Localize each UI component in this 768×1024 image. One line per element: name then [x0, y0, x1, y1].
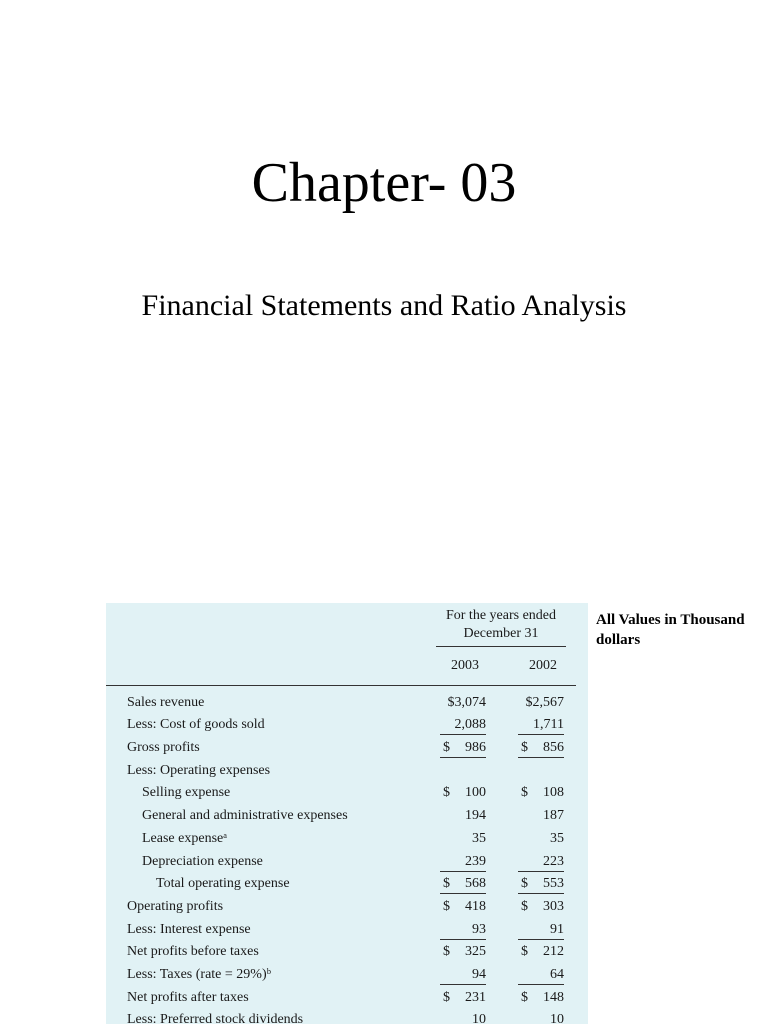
row-value-2002: 553: [543, 876, 564, 892]
dollar-sign: $: [521, 989, 528, 1005]
statement-row: [106, 986, 588, 1009]
row-label: General and administrative expenses: [142, 808, 348, 824]
statement-row: [106, 827, 588, 850]
row-value-2002: 1,711: [533, 717, 564, 733]
row-label: Total operating expense: [156, 876, 290, 892]
statement-row: [106, 736, 588, 759]
row-value-2003: 231: [465, 989, 486, 1005]
row-value-2003: 418: [465, 898, 486, 914]
statement-row: [106, 918, 588, 941]
year-header-2003: 2003: [451, 658, 479, 673]
value-underline: [440, 734, 486, 735]
row-label: Less: Cost of goods sold: [127, 717, 265, 733]
row-value-2002: 108: [543, 785, 564, 801]
row-label: Less: Interest expense: [127, 921, 251, 937]
period-header-rule: [436, 646, 566, 647]
statement-row: [106, 759, 588, 782]
value-underline: [518, 984, 564, 985]
value-underline: [518, 734, 564, 735]
dollar-sign: $: [521, 944, 528, 960]
statement-row: [106, 850, 588, 873]
statement-row: [106, 714, 588, 737]
row-value-2003: 100: [465, 785, 486, 801]
row-value-2003: 194: [465, 808, 486, 824]
year-header-2002: 2002: [529, 658, 557, 673]
row-value-2003: $3,074: [447, 694, 486, 710]
period-header-line1: For the years ended: [445, 608, 557, 623]
dollar-sign: $: [521, 740, 528, 756]
row-label: Net profits after taxes: [127, 989, 249, 1005]
dollar-sign: $: [443, 740, 450, 756]
row-value-2002: 223: [543, 853, 564, 869]
row-value-2002: $2,567: [525, 694, 564, 710]
value-underline: [440, 871, 486, 872]
dollar-sign: $: [443, 876, 450, 892]
row-label: Selling expense: [142, 785, 231, 801]
row-value-2003: 93: [472, 921, 486, 937]
row-value-2003: 35: [472, 830, 486, 846]
row-value-2003: 94: [472, 967, 486, 983]
row-label: Operating profits: [127, 898, 224, 914]
value-underline: [440, 893, 486, 894]
statement-row: [106, 691, 588, 714]
statement-row: [106, 805, 588, 828]
statement-row: [106, 1009, 588, 1024]
row-value-2003: 2,088: [454, 717, 486, 733]
row-value-2002: 35: [550, 830, 564, 846]
row-value-2003: 239: [465, 853, 486, 869]
statement-row: [106, 895, 588, 918]
row-label: Net profits before taxes: [127, 944, 259, 960]
row-label: Less: Operating expenses: [127, 762, 271, 778]
row-label: Gross profits: [127, 740, 200, 756]
row-label: Lease expenseᵃ: [142, 830, 228, 846]
value-underline: [518, 871, 564, 872]
dollar-sign: $: [443, 944, 450, 960]
row-value-2002: 856: [543, 740, 564, 756]
value-underline: [440, 984, 486, 985]
row-label: Sales revenue: [127, 694, 205, 710]
row-value-2002: 10: [550, 1012, 564, 1024]
row-value-2002: 187: [543, 808, 564, 824]
row-label: Less: Taxes (rate = 29%)ᵇ: [127, 967, 271, 983]
chapter-title: Chapter- 03: [251, 152, 517, 214]
dollar-sign: $: [521, 898, 528, 914]
period-header-line2: December 31: [463, 626, 539, 641]
units-note: All Values in Thousand dollars: [596, 612, 745, 648]
dollar-sign: $: [521, 785, 528, 801]
value-underline: [440, 939, 486, 940]
income-statement-table: [106, 603, 588, 1024]
row-value-2003: 325: [465, 944, 486, 960]
row-value-2003: 986: [465, 740, 486, 756]
value-underline: [518, 757, 564, 758]
row-value-2002: 91: [550, 921, 564, 937]
period-header: [436, 607, 566, 643]
dollar-sign: $: [521, 876, 528, 892]
statement-row: [106, 782, 588, 805]
dollar-sign: $: [443, 898, 450, 914]
statement-row: [106, 941, 588, 964]
row-value-2002: 303: [543, 898, 564, 914]
row-value-2003: 10: [472, 1012, 486, 1024]
row-value-2003: 568: [465, 876, 486, 892]
row-label: Less: Preferred stock dividends: [127, 1012, 304, 1024]
chapter-subtitle: Financial Statements and Ratio Analysis: [141, 289, 627, 322]
header-rule: [106, 685, 576, 686]
row-value-2002: 64: [550, 967, 564, 983]
row-label: Depreciation expense: [142, 853, 263, 869]
value-underline: [518, 939, 564, 940]
statement-row: [106, 963, 588, 986]
row-value-2002: 212: [543, 944, 564, 960]
dollar-sign: $: [443, 785, 450, 801]
dollar-sign: $: [443, 989, 450, 1005]
value-underline: [518, 893, 564, 894]
statement-row: [106, 873, 588, 896]
value-underline: [440, 757, 486, 758]
row-value-2002: 148: [543, 989, 564, 1005]
